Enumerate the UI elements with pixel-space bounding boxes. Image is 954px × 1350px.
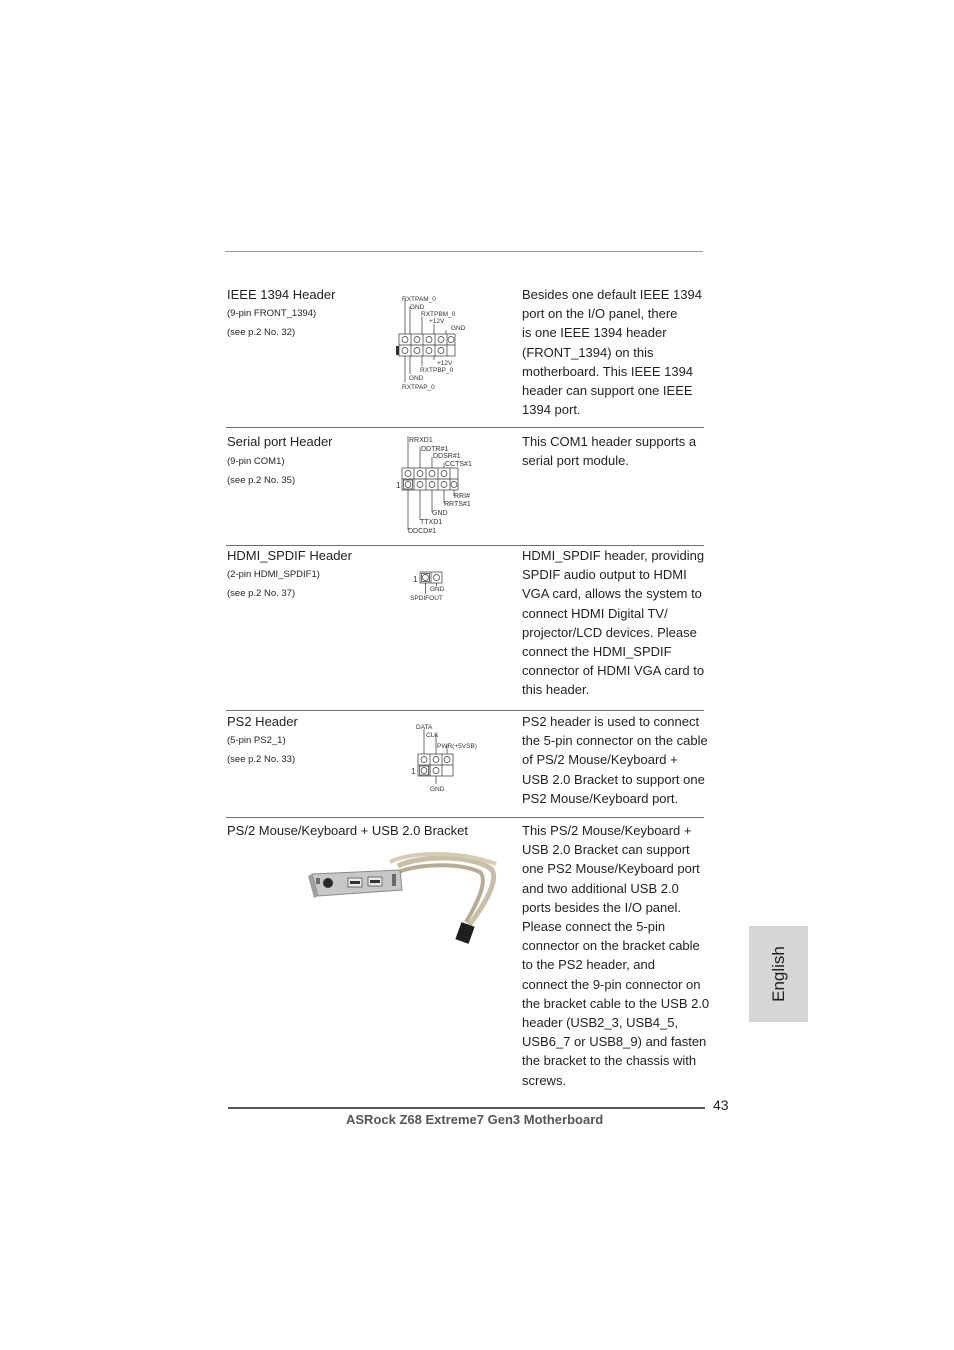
ps2-desc-line: of PS/2 Mouse/Keyboard +	[522, 752, 678, 768]
bracket-desc-line: connect the 9-pin connector on	[522, 976, 701, 992]
serial-pin-diagram	[394, 434, 484, 536]
serial-desc-line: serial port module.	[522, 453, 629, 469]
ieee1394-desc-line: is one IEEE 1394 header	[522, 325, 667, 341]
ps2-label-clk: CLK	[426, 732, 439, 739]
hdmi-spdif-desc-line: projector/LCD devices. Please	[522, 624, 697, 640]
ps2-desc-line: USB 2.0 Bracket to support one	[522, 771, 705, 787]
serial-label-gnd: GND	[432, 510, 448, 517]
ieee1394-title: IEEE 1394 Header	[227, 287, 336, 302]
ps2-desc-line: PS2 header is used to connect	[522, 714, 700, 729]
serial-page-ref: (see p.2 No. 35)	[227, 475, 296, 486]
serial-description	[522, 432, 710, 470]
section-divider	[226, 710, 704, 711]
section-divider	[226, 427, 704, 428]
bracket-desc-line: connector on the bracket cable	[522, 938, 700, 954]
ieee1394-label-12v-top: +12V	[429, 318, 445, 325]
serial-label-rrts1: RRTS#1	[444, 501, 471, 508]
ieee1394-label-rxtpbp0: RXTPBP_0	[420, 367, 454, 374]
ieee1394-desc-line: port on the I/O panel, there	[522, 306, 678, 322]
ps2-label-pwr: PWR(+5VSB)	[437, 743, 477, 750]
hdmi-spdif-desc-line: connect the HDMI_SPDIF	[522, 644, 672, 660]
hdmi-spdif-label-gnd: GND	[430, 586, 445, 593]
hdmi-spdif-page-ref: (see p.2 No. 37)	[227, 588, 296, 599]
footer-rule	[228, 1107, 705, 1109]
ps2-description	[522, 712, 710, 808]
ieee1394-label-rxtpbm0: RXTPBM_0	[421, 311, 456, 318]
serial-label-ddtr1: DDTR#1	[421, 446, 449, 453]
ieee1394-desc-line: header can support one IEEE	[522, 383, 693, 399]
bracket-desc-line: USB 2.0 Bracket can support	[522, 842, 690, 858]
ieee1394-desc-line: 1394 port.	[522, 402, 581, 418]
ieee1394-label-gnd-top: GND	[410, 304, 425, 311]
bracket-desc-line: and two additional USB 2.0	[522, 880, 679, 896]
ps2-label-data: DATA	[416, 724, 433, 731]
bracket-desc-line: the bracket to the chassis with	[522, 1053, 697, 1069]
serial-desc-line: This COM1 header supports a	[522, 434, 697, 449]
ps2-label-gnd: GND	[430, 786, 445, 793]
bracket-desc-line: the bracket cable to the USB 2.0	[522, 995, 710, 1011]
serial-title: Serial port Header	[227, 434, 333, 449]
ps2-pin-spec: (5-pin PS2_1)	[227, 735, 286, 746]
serial-label-ttxd1: TTXD1	[420, 519, 443, 526]
ps2-desc-line: PS2 Mouse/Keyboard port.	[522, 790, 679, 806]
ieee1394-label-12v-bottom: +12V	[437, 360, 453, 367]
language-tab	[749, 926, 808, 1022]
bracket-desc-line: one PS2 Mouse/Keyboard port	[522, 861, 700, 877]
ps2-desc-line: the 5-pin connector on the cable	[522, 733, 708, 749]
section-divider	[226, 817, 704, 818]
bracket-desc-line: Please connect the 5-pin	[522, 919, 666, 935]
serial-label-ccts1: CCTS#1	[445, 461, 472, 468]
ps2-label-pin1: 1	[411, 767, 416, 776]
bracket-desc-line: ports besides the I/O panel.	[522, 899, 681, 915]
ieee1394-desc-line: Besides one default IEEE 1394	[522, 287, 702, 302]
hdmi-spdif-label-spdifout: SPDIFOUT	[410, 595, 443, 602]
bracket-desc-line: USB6_7 or USB8_9) and fasten	[522, 1034, 707, 1050]
ps2-page-ref: (see p.2 No. 33)	[227, 754, 296, 765]
bracket-desc-line: to the PS2 header, and	[522, 957, 655, 973]
serial-label-ddcd1: DDCD#1	[408, 528, 437, 535]
ieee1394-page-ref: (see p.2 No. 32)	[227, 327, 296, 338]
hdmi-spdif-desc-line: VGA card, allows the system to	[522, 586, 702, 602]
ieee1394-desc-line: (FRONT_1394) on this	[522, 344, 654, 360]
ieee1394-label-rxtpam0: RXTPAM_0	[402, 296, 436, 303]
serial-label-pin1: 1	[396, 481, 401, 490]
bracket-desc-line: header (USB2_3, USB4_5,	[522, 1015, 679, 1031]
footer-product-name: ASRock Z68 Extreme7 Gen3 Motherboard	[346, 1112, 604, 1127]
hdmi-spdif-pin-spec: (2-pin HDMI_SPDIF1)	[227, 569, 320, 580]
serial-label-rri: RRI#	[454, 493, 470, 500]
bracket-photo	[308, 850, 508, 950]
hdmi-spdif-desc-line: HDMI_SPDIF header, providing	[522, 548, 705, 563]
ps2-title: PS2 Header	[227, 714, 298, 729]
hdmi-spdif-desc-line: this header.	[522, 682, 590, 698]
hdmi-spdif-description	[522, 546, 710, 700]
hdmi-spdif-desc-line: connect HDMI Digital TV/	[522, 605, 668, 621]
ieee1394-desc-line: motherboard. This IEEE 1394	[522, 363, 694, 379]
bracket-title: PS/2 Mouse/Keyboard + USB 2.0 Bracket	[227, 823, 468, 838]
ieee1394-pin-spec: (9-pin FRONT_1394)	[227, 308, 317, 319]
hdmi-spdif-pin-diagram	[408, 566, 468, 606]
bracket-description	[522, 821, 710, 1090]
serial-label-ddsr1: DDSR#1	[433, 453, 461, 460]
ieee1394-label-gnd-right: GND	[451, 325, 466, 332]
hdmi-spdif-desc-line: connector of HDMI VGA card to	[522, 663, 705, 679]
bracket-desc-line: This PS/2 Mouse/Keyboard +	[522, 823, 692, 838]
hdmi-spdif-title: HDMI_SPDIF Header	[227, 548, 352, 563]
top-rule	[225, 251, 703, 252]
language-tab-label: English	[768, 946, 788, 1002]
ps2-pin-diagram	[408, 718, 488, 796]
ieee1394-label-gnd-bottom: GND	[409, 375, 424, 382]
hdmi-spdif-desc-line: SPDIF audio output to HDMI	[522, 567, 687, 583]
ieee1394-pin-diagram	[394, 290, 484, 392]
serial-pin-spec: (9-pin COM1)	[227, 456, 285, 467]
hdmi-spdif-label-pin1: 1	[413, 575, 418, 584]
page-number: 43	[713, 1097, 729, 1113]
bracket-desc-line: screws.	[522, 1072, 567, 1088]
ieee1394-description	[522, 285, 710, 419]
serial-label-rrxd1: RRXD1	[409, 437, 433, 444]
ieee1394-label-rxtpap0: RXTPAP_0	[402, 384, 435, 391]
